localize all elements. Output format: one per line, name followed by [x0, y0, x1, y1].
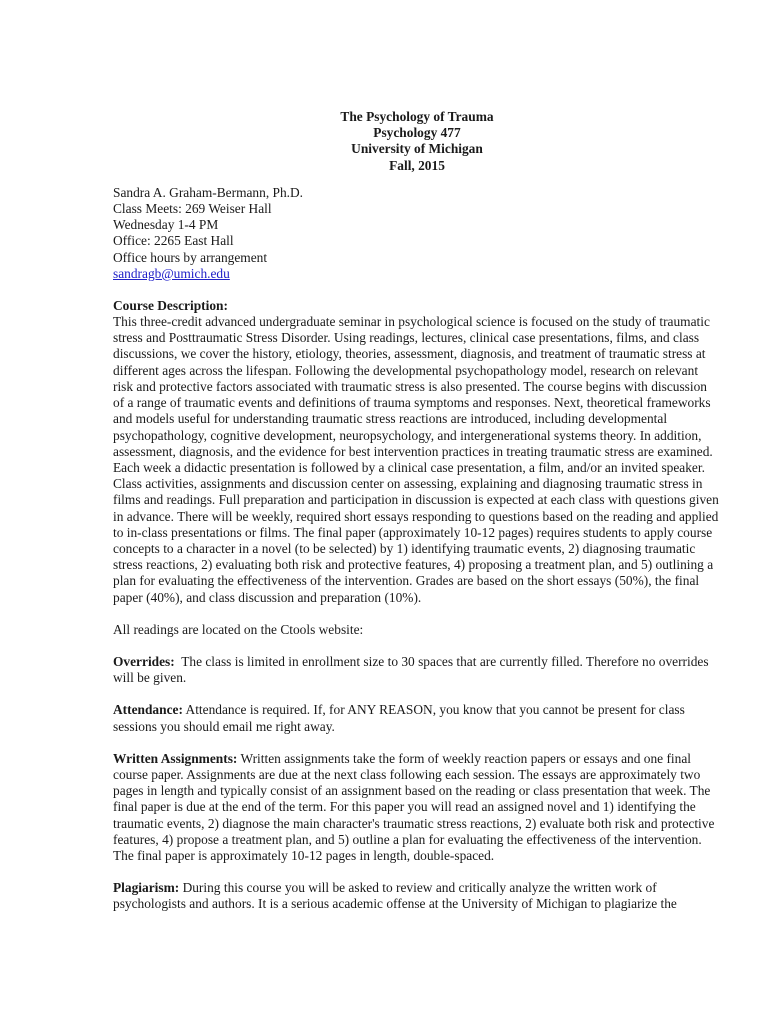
office-location: Office: 2265 East Hall	[113, 233, 234, 249]
class-schedule: Wednesday 1-4 PM	[113, 217, 219, 233]
course-description-heading: Course Description:	[113, 297, 228, 313]
course-description-section	[113, 298, 721, 606]
readings-section	[113, 622, 721, 638]
attendance-heading: Attendance:	[113, 702, 183, 718]
plagiarism-text: During this course you will be asked to review and critically analyze the written work of psychologists and authors. It is a serious academic offense at the University of Michigan to plagiarize the	[113, 880, 677, 912]
course-title: The Psychology of Trauma	[340, 109, 494, 124]
document-header	[113, 109, 721, 174]
overrides-heading: Overrides:	[113, 653, 175, 669]
written-assignments-text: Written assignments take the form of weekly reaction papers or essays and one final course paper. Assignments are due at the next class following each session. The essays are approximately two pages in length and typically consist of an assignment based on the reading or class presentation that week. The final paper is due at the end of the term. For this paper you will read an assigned novel and 1) identifying the traumatic events, 2) diagnose the main character's traumatic stress reactions, 2) evaluate both risk and protective features, 4) propose a treatment plan, and 5) outline a plan for evaluating the effectiveness of the intervention. The final paper is approximately 10-12 pages in length, double-spaced.	[113, 750, 715, 863]
written-assignments-heading: Written Assignments:	[113, 750, 238, 766]
plagiarism-heading: Plagiarism:	[113, 880, 180, 896]
term: Fall, 2015	[389, 157, 445, 173]
course-info	[113, 185, 721, 282]
written-assignments-section	[113, 751, 721, 864]
plagiarism-section	[113, 880, 721, 912]
instructor-email-link[interactable]: sandragb@umich.edu	[113, 265, 230, 281]
office-hours: Office hours by arrangement	[113, 249, 268, 265]
instructor-name: Sandra A. Graham-Bermann, Ph.D.	[113, 184, 304, 200]
attendance-text: Attendance is required. If, for ANY REASON, you know that you cannot be present for class sessions you should email me right away.	[113, 702, 685, 734]
course-number: Psychology 477	[373, 125, 461, 141]
overrides-text: The class is limited in enrollment size to 30 spaces that are currently filled. Therefore no overrides will be given.	[113, 653, 709, 686]
readings-text: All readings are located on the Ctools website:	[113, 621, 364, 637]
overrides-section	[113, 654, 721, 686]
course-description-text: This three-credit advanced undergraduate seminar in psychological science is focused on the study of traumatic stress and Posttraumatic Stress Disorder. Using readings, lectures, clinical case presentations, films, and class discussions, we cover the history, etiology, theories, assessment, diagnosis, and treatment of traumatic stress at different ages across the lifespan. Following the developmental psychopathology model, research on relevant risk and protective factors associated with traumatic stress is also presented. The course begins with discussion of a range of traumatic events and definitions of trauma symptoms and responses. Next, theoretical frameworks and models useful for understanding traumatic stress reactions are introduced, including developmental psychopathology, cognitive development, neuropsychology, and intergenerational systems theory. In addition, assessment, diagnosis, and the evidence for best intervention practices in treating traumatic stress are examined. Each week a didactic presentation is followed by a clinical case presentation, a film, and/or an invited speaker. Class activities, assignments and discussion center on assessing, explaining and diagnosing traumatic stress in films and readings. Full preparation and participation in discussion is expected at each class with questions given in advance. There will be weekly, required short essays responding to questions based on the reading and applied to in-class presentations or films. The final paper (approximately 10-12 pages) requires students to apply course concepts to a character in a novel (to be selected) by 1) identifying traumatic events, 2) diagnosing traumatic stress reactions, 2) evaluating both risk and protective features, 4) proposing a treatment plan, and 5) outlining a plan for evaluating the effectiveness of the intervention. Grades are based on the short essays (50%), the final paper (40%), and class discussion and preparation (10%).	[113, 314, 719, 605]
university-name: University of Michigan	[351, 141, 483, 157]
document-page	[113, 109, 721, 913]
class-location: Class Meets: 269 Weiser Hall	[113, 200, 272, 216]
attendance-section	[113, 702, 721, 734]
